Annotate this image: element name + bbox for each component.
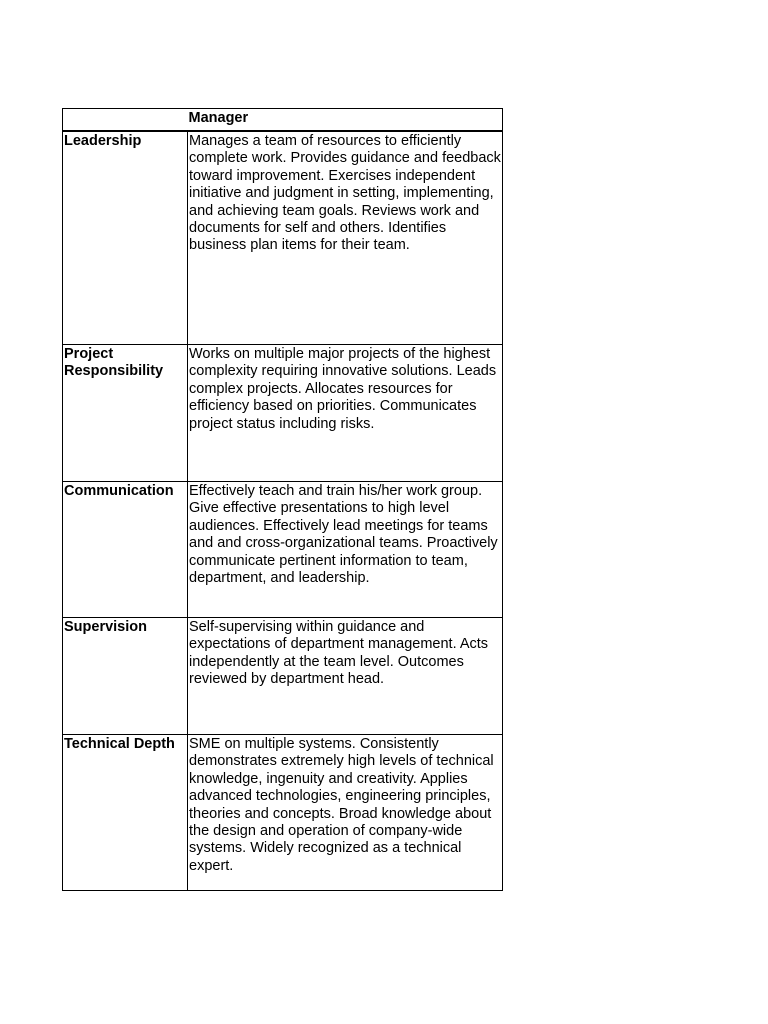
column-header-manager: Manager [188, 109, 503, 132]
table-row [63, 482, 503, 618]
row-description-project-responsibility: Works on multiple major projects of the highest complexity requiring innovative solutions. Leads complex projects. Allocates resources for efficiency based on priorities. Communicates project status including risks. [188, 345, 503, 482]
table-row [63, 735, 503, 891]
competency-table [62, 108, 503, 891]
row-label-project-responsibility: Project Responsibility [63, 345, 188, 482]
row-label-communication: Communication [63, 482, 188, 618]
document-page [62, 108, 502, 891]
row-description-communication: Effectively teach and train his/her work group. Give effective presentations to high level audiences. Effectively lead meetings for teams and and cross-organizational teams. Proactively communicate pertinent information to team, department, and leadership. [188, 482, 503, 618]
header-corner-cell [63, 109, 188, 132]
row-label-technical-depth: Technical Depth [63, 735, 188, 891]
row-description-supervision: Self-supervising within guidance and expectations of department management. Acts independently at the team level. Outcomes reviewed by department head. [188, 618, 503, 735]
row-label-supervision: Supervision [63, 618, 188, 735]
row-description-technical-depth: SME on multiple systems. Consistently demonstrates extremely high levels of technical knowledge, ingenuity and creativity. Applies advanced technologies, engineering principles, theories and concepts. Broad knowledge about the design and operation of company-wide systems. Widely recognized as a technical expert. [188, 735, 503, 891]
table-header-row [63, 109, 503, 132]
row-label-leadership: Leadership [63, 131, 188, 345]
row-description-leadership: Manages a team of resources to efficiently complete work. Provides guidance and feedback toward improvement. Exercises independent initiative and judgment in setting, implementing, and achieving team goals. Reviews work and documents for self and others. Identifies business plan items for their team. [188, 131, 503, 345]
table-row [63, 131, 503, 345]
table-row [63, 345, 503, 482]
table-row [63, 618, 503, 735]
